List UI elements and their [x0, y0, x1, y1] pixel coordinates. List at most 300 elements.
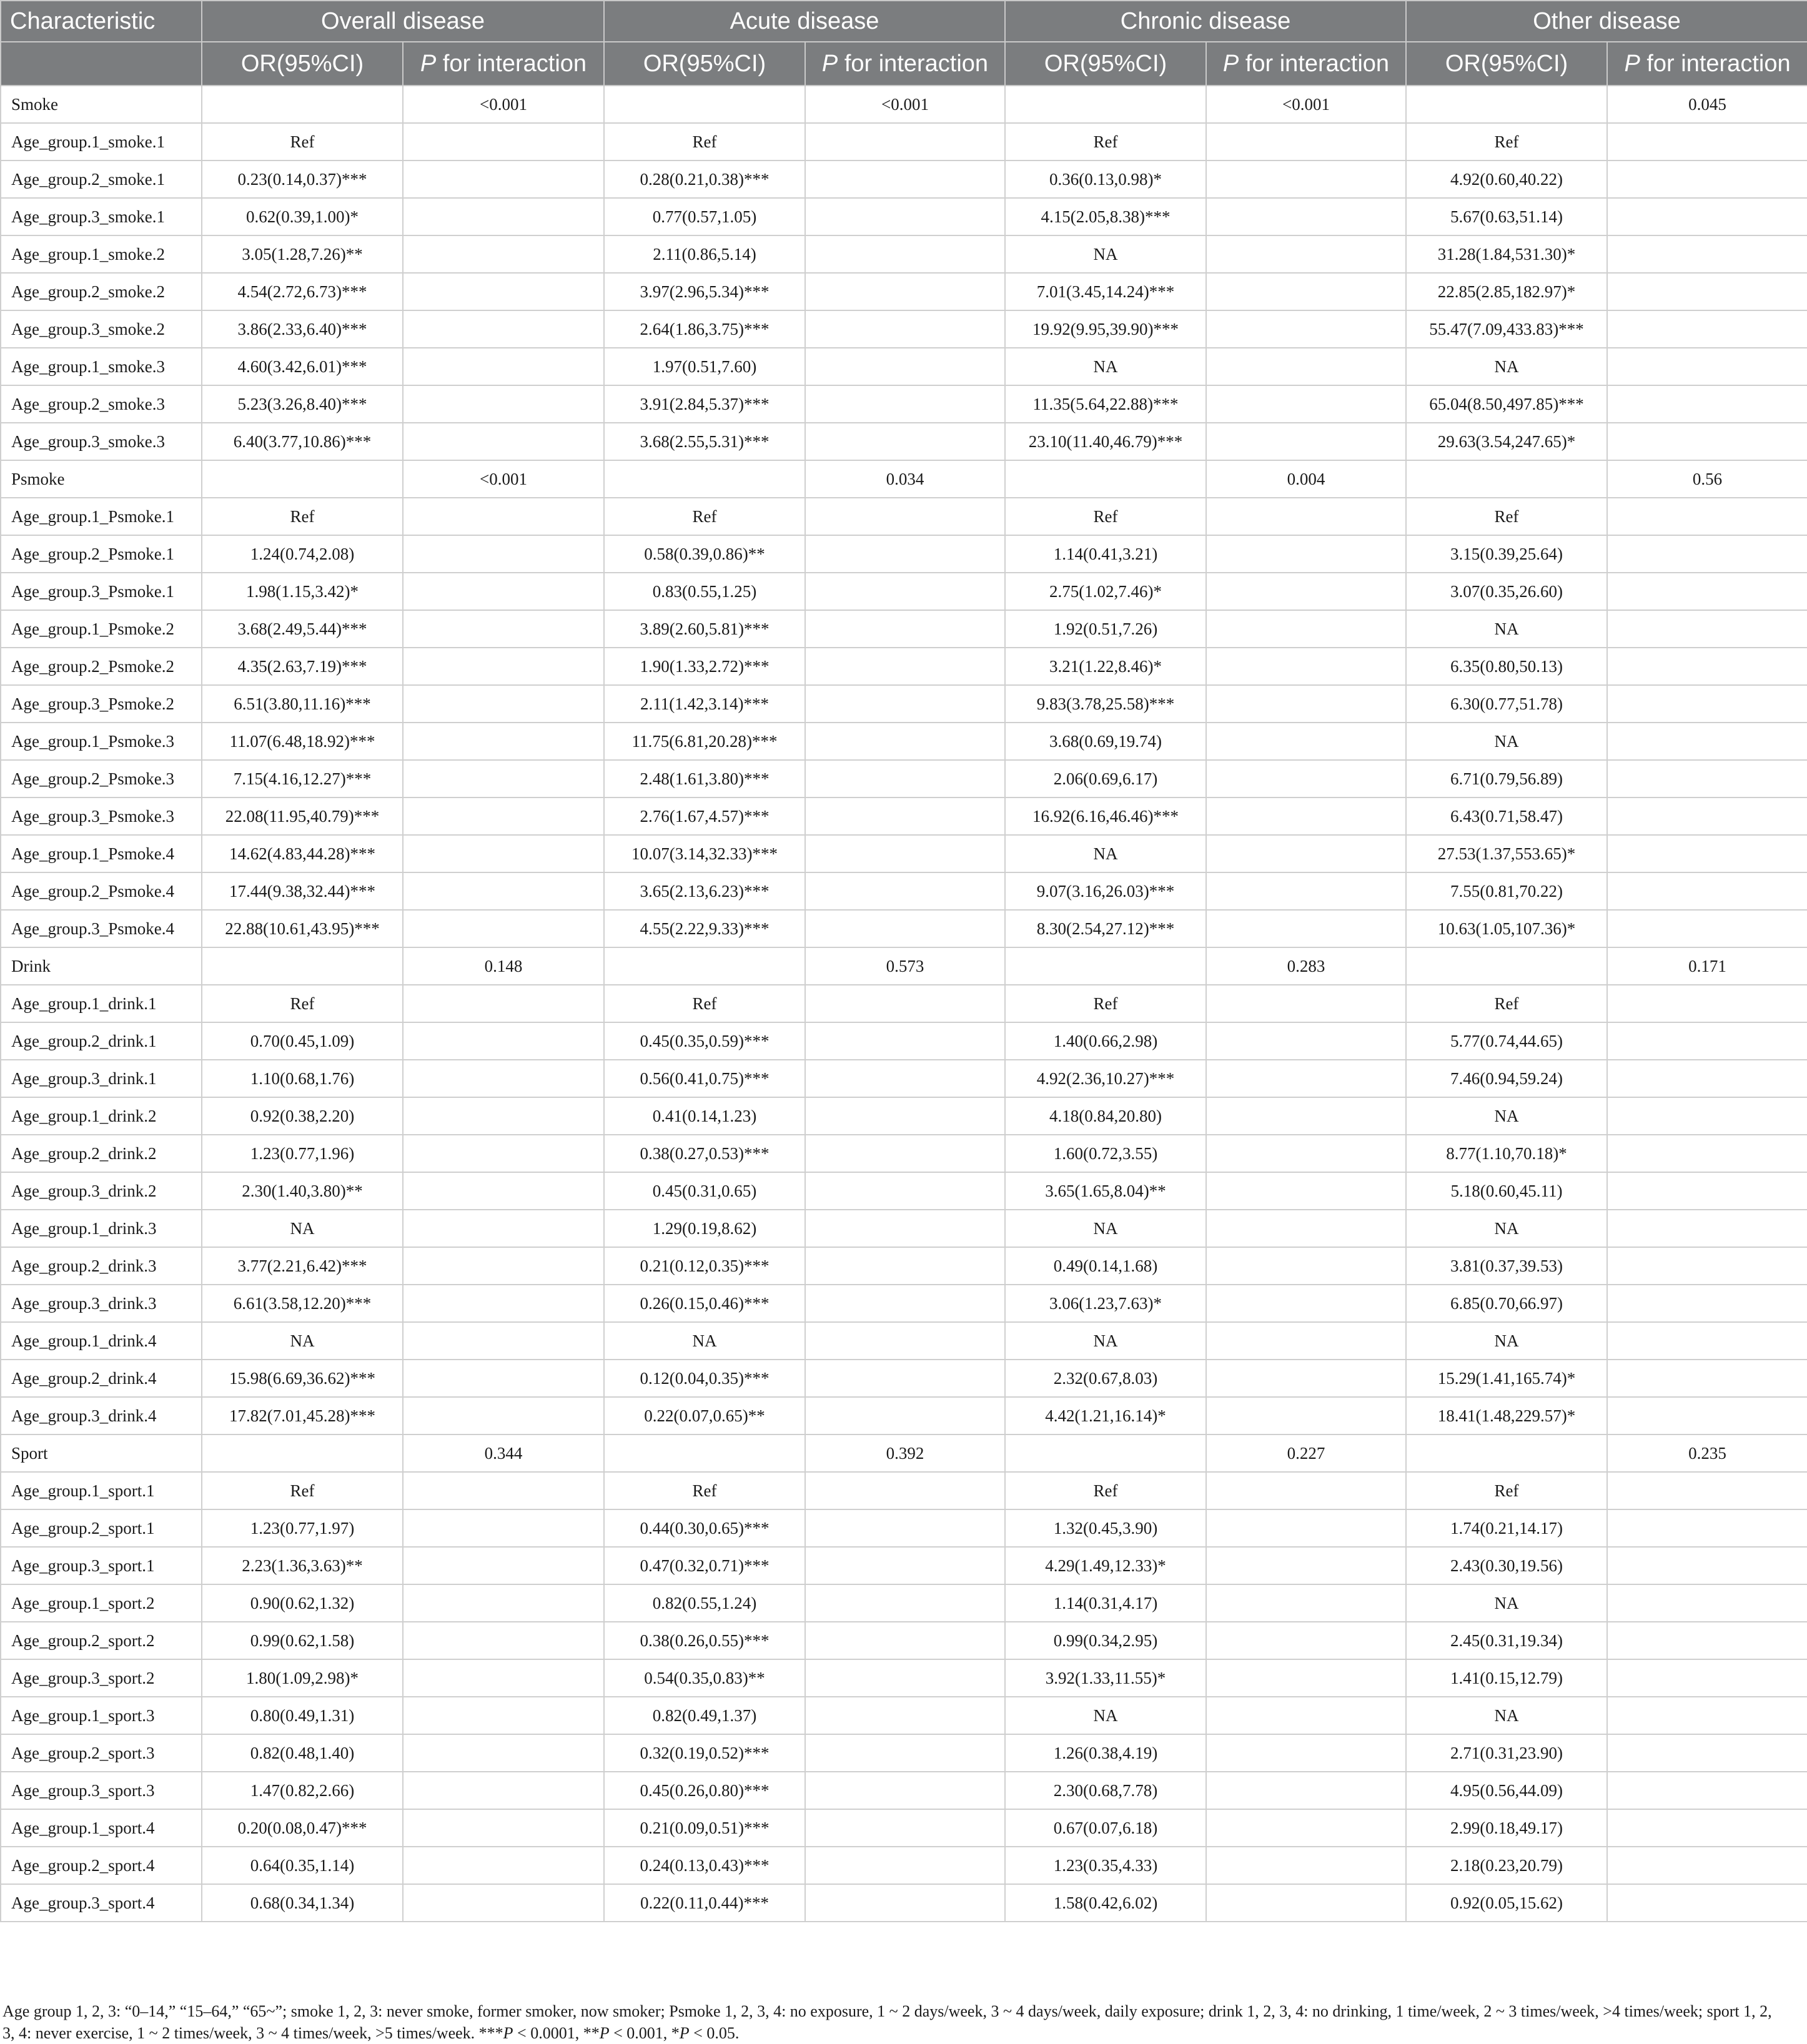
footnote-line-2c: < 0.001, * — [609, 2024, 680, 2042]
or-cell — [1406, 1434, 1607, 1472]
p-interaction-cell — [1206, 1472, 1406, 1509]
or-cell: 55.47(7.09,433.83)*** — [1406, 310, 1607, 348]
or-cell: 2.71(0.31,23.90) — [1406, 1734, 1607, 1772]
or-cell: 3.77(2.21,6.42)*** — [202, 1247, 403, 1285]
p-interaction-cell — [805, 1022, 1005, 1060]
or-cell: 0.82(0.49,1.37) — [604, 1697, 805, 1734]
row-label: Age_group.1_sport.4 — [1, 1809, 202, 1847]
p-interaction-cell — [403, 1172, 604, 1210]
or-cell: 15.98(6.69,36.62)*** — [202, 1360, 403, 1397]
p-interaction-cell — [805, 160, 1005, 198]
p-interaction-cell — [805, 235, 1005, 273]
p-interaction-cell — [403, 160, 604, 198]
or-cell: 5.77(0.74,44.65) — [1406, 1022, 1607, 1060]
p-interaction-cell — [403, 910, 604, 947]
or-cell: 2.32(0.67,8.03) — [1005, 1360, 1206, 1397]
p-interaction-cell — [1607, 1135, 1807, 1172]
p-interaction-cell — [1607, 1247, 1807, 1285]
p-interaction-cell — [403, 797, 604, 835]
p-interaction-cell — [1206, 872, 1406, 910]
row-label: Age_group.3_Psmoke.2 — [1, 685, 202, 723]
row-label: Age_group.2_drink.1 — [1, 1022, 202, 1060]
or-cell: 17.44(9.38,32.44)*** — [202, 872, 403, 910]
p-interaction-cell — [805, 1809, 1005, 1847]
p-interaction-cell — [1206, 648, 1406, 685]
or-cell: 3.86(2.33,6.40)*** — [202, 310, 403, 348]
or-cell — [202, 460, 403, 498]
or-cell: 0.70(0.45,1.09) — [202, 1022, 403, 1060]
table-row — [1, 198, 1807, 235]
footnote-p3: P — [679, 2024, 690, 2042]
p-interaction-cell: 0.034 — [805, 460, 1005, 498]
p-interaction-cell — [1607, 535, 1807, 573]
row-label: Age_group.2_drink.3 — [1, 1247, 202, 1285]
footnote-p2: P — [599, 2024, 610, 2042]
p-interaction-cell — [805, 1247, 1005, 1285]
p-interaction-cell — [1206, 1285, 1406, 1322]
or-cell: 3.65(1.65,8.04)** — [1005, 1172, 1206, 1210]
or-cell: 15.29(1.41,165.74)* — [1406, 1360, 1607, 1397]
or-cell: 2.11(1.42,3.14)*** — [604, 685, 805, 723]
or-cell: 0.77(0.57,1.05) — [604, 198, 805, 235]
p-interaction-cell — [805, 1397, 1005, 1434]
p-interaction-cell: <0.001 — [805, 86, 1005, 123]
p-interaction-cell — [403, 985, 604, 1022]
row-label: Age_group.3_sport.3 — [1, 1772, 202, 1809]
or-cell: 4.35(2.63,7.19)*** — [202, 648, 403, 685]
p-interaction-cell — [805, 423, 1005, 460]
or-cell: 1.23(0.77,1.97) — [202, 1509, 403, 1547]
or-cell: NA — [202, 1210, 403, 1247]
subheader-or: OR(95%CI) — [604, 42, 805, 86]
p-interaction-cell: 0.227 — [1206, 1434, 1406, 1472]
group-row — [1, 1434, 1807, 1472]
row-label: Age_group.2_Psmoke.2 — [1, 648, 202, 685]
row-label: Age_group.1_smoke.3 — [1, 348, 202, 385]
group-label: Psmoke — [1, 460, 202, 498]
p-interaction-cell — [1607, 797, 1807, 835]
table-row — [1, 573, 1807, 610]
p-interaction-cell — [1607, 1622, 1807, 1659]
or-cell: 3.91(2.84,5.37)*** — [604, 385, 805, 423]
or-cell: 1.90(1.33,2.72)*** — [604, 648, 805, 685]
or-cell: 1.23(0.35,4.33) — [1005, 1847, 1206, 1884]
or-cell: 0.32(0.19,0.52)*** — [604, 1734, 805, 1772]
or-cell: Ref — [1406, 123, 1607, 160]
p-interaction-cell — [805, 1285, 1005, 1322]
or-cell — [1406, 460, 1607, 498]
row-label: Age_group.1_drink.3 — [1, 1210, 202, 1247]
p-interaction-cell — [805, 1097, 1005, 1135]
table-row — [1, 1472, 1807, 1509]
or-cell: 4.29(1.49,12.33)* — [1005, 1547, 1206, 1584]
table-row — [1, 1135, 1807, 1172]
or-cell: 3.07(0.35,26.60) — [1406, 573, 1607, 610]
table-footnote — [2, 2000, 1801, 2044]
row-label: Age_group.3_drink.4 — [1, 1397, 202, 1434]
p-interaction-cell — [403, 1772, 604, 1809]
or-cell: 6.61(3.58,12.20)*** — [202, 1285, 403, 1322]
p-interaction-cell — [805, 1697, 1005, 1734]
or-cell: 1.97(0.51,7.60) — [604, 348, 805, 385]
p-interaction-cell — [1607, 123, 1807, 160]
or-cell — [1005, 1434, 1206, 1472]
p-interaction-cell — [403, 348, 604, 385]
or-cell: 0.80(0.49,1.31) — [202, 1697, 403, 1734]
table-row — [1, 1622, 1807, 1659]
or-cell: 5.18(0.60,45.11) — [1406, 1172, 1607, 1210]
p-interaction-cell — [1206, 573, 1406, 610]
or-cell: 4.92(0.60,40.22) — [1406, 160, 1607, 198]
or-cell: 3.21(1.22,8.46)* — [1005, 648, 1206, 685]
row-label: Age_group.2_sport.4 — [1, 1847, 202, 1884]
row-label: Age_group.3_smoke.2 — [1, 310, 202, 348]
or-cell: NA — [1406, 1697, 1607, 1734]
p-interaction-cell — [805, 573, 1005, 610]
p-interaction-cell — [1607, 1022, 1807, 1060]
p-interaction-cell — [805, 1472, 1005, 1509]
row-label: Age_group.1_smoke.2 — [1, 235, 202, 273]
p-interaction-cell — [403, 1097, 604, 1135]
p-interaction-cell — [1607, 423, 1807, 460]
or-cell: 0.67(0.07,6.18) — [1005, 1809, 1206, 1847]
subheader-row — [1, 42, 1807, 86]
table-row — [1, 235, 1807, 273]
or-cell: 0.90(0.62,1.32) — [202, 1584, 403, 1622]
footnote-line-2a: 3, 4: never exercise, 1 ~ 2 times/week, 3 ~ 4 times/week, >5 times/week. *** — [2, 2024, 503, 2042]
or-cell — [202, 1434, 403, 1472]
subheader-or: OR(95%CI) — [1406, 42, 1607, 86]
row-label: Age_group.3_sport.1 — [1, 1547, 202, 1584]
p-interaction-cell — [805, 1547, 1005, 1584]
p-interaction-cell — [1607, 685, 1807, 723]
or-cell: 27.53(1.37,553.65)* — [1406, 835, 1607, 872]
p-interaction-cell — [1206, 1135, 1406, 1172]
row-label: Age_group.3_smoke.1 — [1, 198, 202, 235]
p-interaction-cell — [805, 1584, 1005, 1622]
or-cell: 1.14(0.31,4.17) — [1005, 1584, 1206, 1622]
p-interaction-cell — [1607, 1847, 1807, 1884]
subheader-or: OR(95%CI) — [202, 42, 403, 86]
or-cell: 0.47(0.32,0.71)*** — [604, 1547, 805, 1584]
or-cell: 1.80(1.09,2.98)* — [202, 1659, 403, 1697]
footnote-line-2d: < 0.05. — [689, 2024, 740, 2042]
p-interaction-cell — [1206, 1884, 1406, 1922]
row-label: Age_group.2_Psmoke.4 — [1, 872, 202, 910]
or-cell: 1.47(0.82,2.66) — [202, 1772, 403, 1809]
or-cell — [604, 1434, 805, 1472]
or-cell: 0.45(0.31,0.65) — [604, 1172, 805, 1210]
p-interaction-cell — [1206, 760, 1406, 797]
subheader-p-letter: P — [1624, 50, 1640, 77]
or-cell: 0.38(0.27,0.53)*** — [604, 1135, 805, 1172]
p-interaction-cell — [403, 1360, 604, 1397]
subheader-p-text: for interaction — [838, 50, 989, 77]
p-interaction-cell — [403, 1472, 604, 1509]
row-label: Age_group.1_Psmoke.1 — [1, 498, 202, 535]
p-interaction-cell — [1206, 985, 1406, 1022]
or-cell: 17.82(7.01,45.28)*** — [202, 1397, 403, 1434]
or-cell: 0.12(0.04,0.35)*** — [604, 1360, 805, 1397]
or-cell: 16.92(6.16,46.46)*** — [1005, 797, 1206, 835]
p-interaction-cell — [1607, 835, 1807, 872]
or-cell: 11.75(6.81,20.28)*** — [604, 723, 805, 760]
or-cell: Ref — [604, 123, 805, 160]
p-interaction-cell — [1206, 797, 1406, 835]
or-cell: Ref — [202, 1472, 403, 1509]
or-cell: 3.65(2.13,6.23)*** — [604, 872, 805, 910]
p-interaction-cell — [1206, 685, 1406, 723]
or-cell: 7.01(3.45,14.24)*** — [1005, 273, 1206, 310]
table-row — [1, 1509, 1807, 1547]
p-interaction-cell: <0.001 — [403, 86, 604, 123]
or-cell: 2.11(0.86,5.14) — [604, 235, 805, 273]
or-cell: 2.30(0.68,7.78) — [1005, 1772, 1206, 1809]
or-cell: 1.10(0.68,1.76) — [202, 1060, 403, 1097]
p-interaction-cell — [1607, 273, 1807, 310]
p-interaction-cell — [805, 1659, 1005, 1697]
or-cell: 0.99(0.62,1.58) — [202, 1622, 403, 1659]
or-cell: 3.06(1.23,7.63)* — [1005, 1285, 1206, 1322]
or-cell — [1406, 947, 1607, 985]
p-interaction-cell — [1607, 1697, 1807, 1734]
or-cell: 6.51(3.80,11.16)*** — [202, 685, 403, 723]
p-interaction-cell — [805, 1884, 1005, 1922]
or-cell: 3.68(2.55,5.31)*** — [604, 423, 805, 460]
p-interaction-cell — [805, 123, 1005, 160]
or-cell: 0.20(0.08,0.47)*** — [202, 1809, 403, 1847]
table-body — [1, 86, 1807, 1922]
p-interaction-cell — [1206, 1659, 1406, 1697]
or-cell — [1005, 86, 1206, 123]
or-cell: Ref — [1005, 1472, 1206, 1509]
or-cell: 2.48(1.61,3.80)*** — [604, 760, 805, 797]
p-interaction-cell — [1607, 1547, 1807, 1584]
row-label: Age_group.2_drink.2 — [1, 1135, 202, 1172]
table-row — [1, 835, 1807, 872]
p-interaction-cell — [403, 835, 604, 872]
or-cell: 1.26(0.38,4.19) — [1005, 1734, 1206, 1772]
p-interaction-cell — [1206, 123, 1406, 160]
or-cell: 7.15(4.16,12.27)*** — [202, 760, 403, 797]
or-cell: 3.05(1.28,7.26)** — [202, 235, 403, 273]
or-cell: 0.92(0.38,2.20) — [202, 1097, 403, 1135]
or-cell: Ref — [1406, 1472, 1607, 1509]
or-cell: 2.23(1.36,3.63)** — [202, 1547, 403, 1584]
p-interaction-cell — [1206, 1360, 1406, 1397]
p-interaction-cell — [1607, 648, 1807, 685]
p-interaction-cell — [1607, 1584, 1807, 1622]
row-label: Age_group.3_smoke.3 — [1, 423, 202, 460]
p-interaction-cell — [1607, 1060, 1807, 1097]
or-cell: 4.92(2.36,10.27)*** — [1005, 1060, 1206, 1097]
p-interaction-cell — [805, 1622, 1005, 1659]
or-cell: NA — [1406, 723, 1607, 760]
table-row — [1, 1772, 1807, 1809]
row-label: Age_group.1_smoke.1 — [1, 123, 202, 160]
p-interaction-cell — [403, 1397, 604, 1434]
or-cell: 22.85(2.85,182.97)* — [1406, 273, 1607, 310]
table-row — [1, 1584, 1807, 1622]
or-cell: 0.92(0.05,15.62) — [1406, 1884, 1607, 1922]
p-interaction-cell — [805, 273, 1005, 310]
table-row — [1, 123, 1807, 160]
or-cell: Ref — [1406, 498, 1607, 535]
or-cell: 65.04(8.50,497.85)*** — [1406, 385, 1607, 423]
or-cell: 4.55(2.22,9.33)*** — [604, 910, 805, 947]
or-cell: 8.30(2.54,27.12)*** — [1005, 910, 1206, 947]
or-cell: 4.42(1.21,16.14)* — [1005, 1397, 1206, 1434]
p-interaction-cell — [1206, 198, 1406, 235]
or-cell: NA — [1005, 235, 1206, 273]
row-label: Age_group.2_drink.4 — [1, 1360, 202, 1397]
p-interaction-cell — [1607, 985, 1807, 1022]
table-row — [1, 160, 1807, 198]
or-cell: 9.83(3.78,25.58)*** — [1005, 685, 1206, 723]
or-cell: 3.68(0.69,19.74) — [1005, 723, 1206, 760]
p-interaction-cell — [403, 872, 604, 910]
or-cell: NA — [1005, 835, 1206, 872]
or-cell: 8.77(1.10,70.18)* — [1406, 1135, 1607, 1172]
or-cell: 1.92(0.51,7.26) — [1005, 610, 1206, 648]
or-cell: 6.43(0.71,58.47) — [1406, 797, 1607, 835]
subheader-p-text: for interaction — [1640, 50, 1791, 77]
p-interaction-cell — [403, 1135, 604, 1172]
p-interaction-cell — [1607, 348, 1807, 385]
p-interaction-cell — [1206, 535, 1406, 573]
p-interaction-cell — [1206, 1060, 1406, 1097]
p-interaction-cell — [1607, 1809, 1807, 1847]
p-interaction-cell — [403, 1547, 604, 1584]
or-cell: 1.60(0.72,3.55) — [1005, 1135, 1206, 1172]
p-interaction-cell — [805, 310, 1005, 348]
p-interaction-cell — [1206, 1022, 1406, 1060]
or-cell — [604, 460, 805, 498]
or-cell: Ref — [1005, 123, 1206, 160]
or-cell: 1.74(0.21,14.17) — [1406, 1509, 1607, 1547]
p-interaction-cell — [805, 835, 1005, 872]
or-cell: 0.54(0.35,0.83)** — [604, 1659, 805, 1697]
or-cell: NA — [1005, 348, 1206, 385]
or-cell: Ref — [604, 1472, 805, 1509]
row-label: Age_group.2_Psmoke.1 — [1, 535, 202, 573]
p-interaction-cell — [1607, 1884, 1807, 1922]
or-cell: NA — [1406, 610, 1607, 648]
or-cell: 10.07(3.14,32.33)*** — [604, 835, 805, 872]
row-label: Age_group.3_Psmoke.1 — [1, 573, 202, 610]
p-interaction-cell — [805, 685, 1005, 723]
subheader-p-text: for interaction — [1239, 50, 1390, 77]
or-cell: 2.18(0.23,20.79) — [1406, 1847, 1607, 1884]
p-interaction-cell — [805, 385, 1005, 423]
row-label: Age_group.2_sport.3 — [1, 1734, 202, 1772]
or-cell: 6.85(0.70,66.97) — [1406, 1285, 1607, 1322]
p-interaction-cell — [1607, 1472, 1807, 1509]
or-cell: 2.99(0.18,49.17) — [1406, 1809, 1607, 1847]
or-cell: 0.49(0.14,1.68) — [1005, 1247, 1206, 1285]
row-label: Age_group.3_drink.1 — [1, 1060, 202, 1097]
group-row — [1, 460, 1807, 498]
or-cell: 0.82(0.48,1.40) — [202, 1734, 403, 1772]
table-row — [1, 1809, 1807, 1847]
or-cell: 0.82(0.55,1.24) — [604, 1584, 805, 1622]
p-interaction-cell — [403, 1060, 604, 1097]
or-cell: Ref — [1005, 985, 1206, 1022]
or-cell: Ref — [202, 123, 403, 160]
row-label: Age_group.1_drink.4 — [1, 1322, 202, 1360]
or-cell: 2.30(1.40,3.80)** — [202, 1172, 403, 1210]
or-cell: 6.30(0.77,51.78) — [1406, 685, 1607, 723]
row-label: Age_group.1_sport.1 — [1, 1472, 202, 1509]
p-interaction-cell — [1607, 235, 1807, 273]
table-row — [1, 797, 1807, 835]
table-row — [1, 1697, 1807, 1734]
or-cell: Ref — [202, 985, 403, 1022]
row-label: Age_group.1_sport.2 — [1, 1584, 202, 1622]
p-interaction-cell — [805, 797, 1005, 835]
row-label: Age_group.2_sport.1 — [1, 1509, 202, 1547]
p-interaction-cell — [1206, 1547, 1406, 1584]
p-interaction-cell — [1206, 1697, 1406, 1734]
or-cell: 0.44(0.30,0.65)*** — [604, 1509, 805, 1547]
p-interaction-cell — [403, 310, 604, 348]
p-interaction-cell — [805, 498, 1005, 535]
row-label: Age_group.1_Psmoke.2 — [1, 610, 202, 648]
p-interaction-cell — [805, 1060, 1005, 1097]
p-interaction-cell — [403, 498, 604, 535]
row-label: Age_group.2_smoke.2 — [1, 273, 202, 310]
p-interaction-cell — [403, 1247, 604, 1285]
p-interaction-cell — [403, 1210, 604, 1247]
table-row — [1, 1097, 1807, 1135]
p-interaction-cell — [1607, 385, 1807, 423]
or-cell: 3.92(1.33,11.55)* — [1005, 1659, 1206, 1697]
p-interaction-cell — [1607, 910, 1807, 947]
p-interaction-cell — [1206, 610, 1406, 648]
or-cell: NA — [1406, 1210, 1607, 1247]
row-label: Age_group.1_Psmoke.3 — [1, 723, 202, 760]
p-interaction-cell — [1206, 1247, 1406, 1285]
p-interaction-cell — [805, 1172, 1005, 1210]
p-interaction-cell: 0.283 — [1206, 947, 1406, 985]
p-interaction-cell — [805, 723, 1005, 760]
p-interaction-cell — [403, 1884, 604, 1922]
p-interaction-cell — [403, 760, 604, 797]
or-cell: 0.22(0.07,0.65)** — [604, 1397, 805, 1434]
p-interaction-cell — [1206, 1734, 1406, 1772]
or-cell: 11.07(6.48,18.92)*** — [202, 723, 403, 760]
or-cell: 0.24(0.13,0.43)*** — [604, 1847, 805, 1884]
p-interaction-cell — [1206, 498, 1406, 535]
row-label: Age_group.1_Psmoke.4 — [1, 835, 202, 872]
table-row — [1, 1659, 1807, 1697]
p-interaction-cell — [1607, 1397, 1807, 1434]
or-cell: 10.63(1.05,107.36)* — [1406, 910, 1607, 947]
p-interaction-cell — [1607, 872, 1807, 910]
or-cell: NA — [1005, 1697, 1206, 1734]
or-cell: 7.46(0.94,59.24) — [1406, 1060, 1607, 1097]
p-interaction-cell — [1206, 835, 1406, 872]
p-interaction-cell — [1206, 1172, 1406, 1210]
p-interaction-cell — [1607, 1509, 1807, 1547]
or-cell: 9.07(3.16,26.03)*** — [1005, 872, 1206, 910]
or-cell: 0.45(0.26,0.80)*** — [604, 1772, 805, 1809]
row-label: Age_group.1_drink.1 — [1, 985, 202, 1022]
p-interaction-cell — [403, 610, 604, 648]
p-interaction-cell — [1206, 348, 1406, 385]
p-interaction-cell — [1607, 1659, 1807, 1697]
p-interaction-cell — [403, 685, 604, 723]
